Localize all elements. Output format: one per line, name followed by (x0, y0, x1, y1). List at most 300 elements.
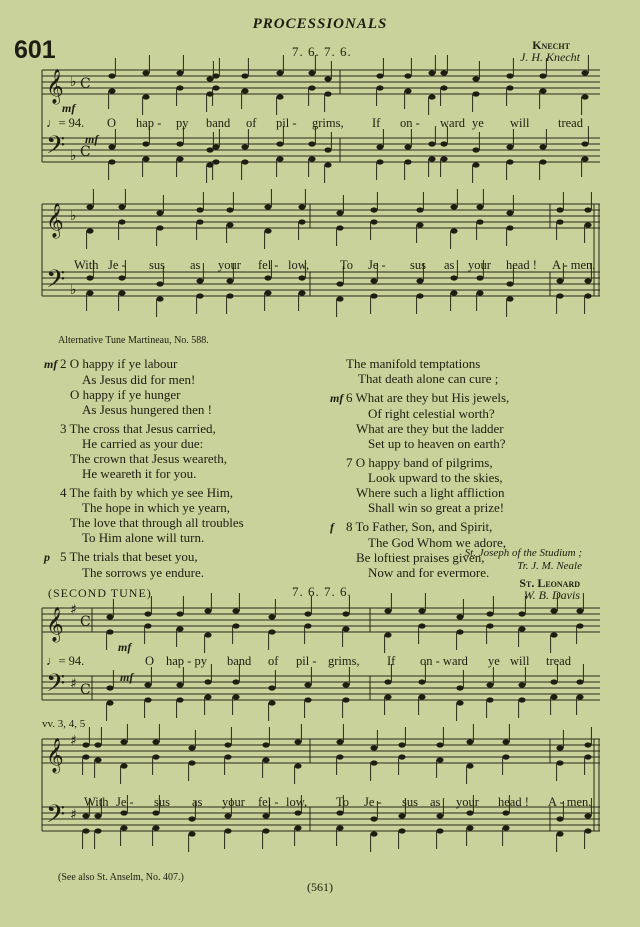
verse-text: What are they but the ladder (356, 421, 504, 436)
note-head (188, 760, 195, 765)
lyric-syllable: band (227, 654, 252, 668)
note-head (82, 813, 89, 818)
lyrics-line-2 (0, 258, 640, 274)
note-head (308, 156, 315, 161)
lyric-syllable: ward (440, 116, 465, 130)
bass-clef-icon: 𝄢 (46, 669, 66, 704)
note-head (556, 760, 563, 765)
note-head (262, 813, 269, 818)
sharp-icon: ♯ (70, 676, 77, 692)
note-head (336, 281, 343, 286)
note-head (212, 73, 219, 78)
common-time-icon: C (80, 682, 91, 698)
note-head (456, 614, 463, 619)
note-head (584, 207, 591, 212)
lyric-syllable: low, (288, 258, 310, 272)
note-head (142, 141, 149, 146)
note-head (376, 85, 383, 90)
note-head (418, 623, 425, 628)
note-head (376, 159, 383, 164)
note-head (108, 144, 115, 149)
note-head (581, 70, 588, 75)
tempo-marking-1: ♩= 94. (46, 116, 85, 130)
note-head (294, 763, 301, 768)
verse-text: The manifold temptations (346, 356, 481, 371)
note-head (82, 828, 89, 833)
lyric-syllable: of (268, 654, 279, 668)
note-head (502, 810, 509, 815)
note-head (440, 85, 447, 90)
note-head (506, 85, 513, 90)
verse-text: Now and for evermore. (368, 565, 490, 580)
note-head (226, 278, 233, 283)
alternative-tune-note: Alternative Tune Martineau, No. 588. (58, 335, 209, 346)
note-head (436, 757, 443, 762)
note-head (376, 73, 383, 78)
note-head (276, 70, 283, 75)
verse-line (346, 421, 509, 436)
note-head (142, 94, 149, 99)
note-head (298, 219, 305, 224)
note-head (308, 70, 315, 75)
lyric-syllable: If (387, 654, 396, 668)
lyric-syllable: head ! (498, 795, 529, 809)
note-head (176, 697, 183, 702)
note-head (450, 275, 457, 280)
note-head (152, 754, 159, 759)
verse-text: He carried as your due: (82, 436, 204, 451)
note-head (404, 73, 411, 78)
verse-text: The sorrows ye endure. (82, 565, 205, 580)
note-head (224, 813, 231, 818)
note-head (581, 141, 588, 146)
lyric-syllable: on - (400, 116, 420, 130)
note-head (556, 219, 563, 224)
verse-stanza (346, 356, 509, 386)
lyric-syllable: on - ward (420, 654, 468, 668)
treble-clef-icon: 𝄞 (46, 203, 64, 238)
verse-text: The love that through all troubles (70, 515, 244, 530)
note-head (232, 694, 239, 699)
note-head (264, 204, 271, 209)
verse-line (346, 371, 509, 386)
lyric-syllable: grims, (312, 116, 344, 130)
second-tune-meter: 7. 6. 7. 6. (292, 584, 352, 599)
note-head (232, 623, 239, 628)
note-head (304, 682, 311, 687)
note-head (556, 816, 563, 821)
lyric-syllable: as (192, 795, 203, 809)
verse-line (60, 436, 244, 451)
note-head (436, 742, 443, 747)
note-head (584, 293, 591, 298)
note-head (472, 91, 479, 96)
note-head (196, 278, 203, 283)
verse-text: The cross that Jesus carried, (69, 421, 216, 436)
note-head (241, 144, 248, 149)
note-head (224, 828, 231, 833)
verse-text: Look upward to the skies, (368, 470, 503, 485)
note-head (241, 88, 248, 93)
note-head (294, 825, 301, 830)
note-head (336, 810, 343, 815)
flat-icon: ♭ (70, 148, 77, 164)
note-head (486, 697, 493, 702)
note-head (324, 147, 331, 152)
note-head (336, 296, 343, 301)
note-head (502, 754, 509, 759)
note-head (144, 623, 151, 628)
note-head (324, 162, 331, 167)
lyric-syllable: Je - (364, 795, 382, 809)
lyric-syllable: fel - (258, 258, 279, 272)
verse-line (60, 500, 244, 515)
lyric-syllable: as (430, 795, 441, 809)
note-head (450, 204, 457, 209)
note-head (416, 293, 423, 298)
verse-line (60, 421, 244, 436)
page-number: (561) (307, 880, 333, 894)
note-head (196, 207, 203, 212)
note-head (176, 156, 183, 161)
verse-line (60, 466, 244, 481)
dynamic-mf-treble-2: mf (118, 640, 132, 654)
note-head (176, 70, 183, 75)
note-head (502, 739, 509, 744)
verse-line (346, 356, 509, 371)
note-head (204, 608, 211, 613)
note-head (120, 763, 127, 768)
treble-clef-icon: 𝄞 (46, 607, 64, 642)
verse-number: 7 (346, 455, 356, 470)
bass-clef-icon: 𝄢 (46, 131, 66, 166)
lyric-syllable: as (444, 258, 455, 272)
note-head (94, 813, 101, 818)
tempo-marking-2: ♩= 94. (46, 654, 85, 668)
note-head (450, 290, 457, 295)
note-head (226, 293, 233, 298)
note-head (308, 85, 315, 90)
note-head (506, 210, 513, 215)
note-head (584, 742, 591, 747)
note-head (152, 739, 159, 744)
verse-dynamic: mf (44, 357, 58, 371)
verse-number: 5 (60, 549, 70, 564)
note-head (370, 278, 377, 283)
verse-line (60, 565, 244, 580)
verse-line (346, 406, 509, 421)
lyric-syllable: O (107, 116, 117, 130)
note-head (556, 831, 563, 836)
lyric-syllable: py (176, 116, 189, 130)
note-head (342, 626, 349, 631)
note-head (188, 745, 195, 750)
note-head (584, 828, 591, 833)
note-head (241, 73, 248, 78)
note-head (428, 70, 435, 75)
verse-text: He weareth it for you. (82, 466, 197, 481)
note-head (86, 228, 93, 233)
lyric-syllable: tread (546, 654, 571, 668)
note-head (418, 694, 425, 699)
note-head (384, 608, 391, 613)
dynamic-mf-bass-2: mf (120, 670, 134, 684)
note-head (456, 700, 463, 705)
note-head (268, 685, 275, 690)
note-head (404, 159, 411, 164)
verse-text: The God Whom we adore, (368, 535, 507, 550)
lyric-syllable: sus (410, 258, 426, 272)
note-head (370, 831, 377, 836)
note-head (308, 141, 315, 146)
note-head (476, 275, 483, 280)
note-head (550, 679, 557, 684)
note-head (86, 290, 93, 295)
note-head (416, 207, 423, 212)
lyrics-line-4 (0, 795, 640, 811)
verse-text: O happy if ye labour (69, 356, 178, 371)
note-head (264, 275, 271, 280)
dynamic-mf-treble-1: mf (62, 101, 76, 115)
note-head (304, 623, 311, 628)
lyric-syllable: low, (286, 795, 308, 809)
note-head (152, 810, 159, 815)
verse-number: 6 (346, 390, 356, 405)
note-head (416, 222, 423, 227)
note-head (304, 697, 311, 702)
verse-text: O happy band of pilgrims, (355, 455, 493, 470)
first-tune-composer: J. H. Knecht (520, 50, 580, 64)
lyric-syllable: hap - (136, 116, 162, 130)
note-head (118, 290, 125, 295)
note-head (576, 694, 583, 699)
note-head (206, 147, 213, 152)
note-head (106, 614, 113, 619)
note-head (539, 144, 546, 149)
note-head (506, 296, 513, 301)
verse-text: The faith by which ye see Him, (69, 485, 234, 500)
verse-dynamic: f (330, 520, 334, 534)
note-head (518, 682, 525, 687)
lyric-syllable: will (510, 654, 530, 668)
verse-number: 2 (60, 356, 70, 371)
lyric-syllable: ye (472, 116, 484, 130)
verse-text: To Him alone will turn. (82, 530, 205, 545)
common-time-icon: C (80, 144, 91, 160)
note-head (370, 760, 377, 765)
bass-clef-icon: 𝄢 (46, 265, 66, 300)
note-head (556, 278, 563, 283)
note-head (156, 296, 163, 301)
note-head (436, 828, 443, 833)
note-head (556, 745, 563, 750)
dynamic-mf-bass-1: mf (85, 132, 99, 146)
note-head (476, 290, 483, 295)
note-head (456, 629, 463, 634)
verse-number: 3 (60, 421, 70, 436)
note-head (212, 85, 219, 90)
note-head (584, 222, 591, 227)
note-head (241, 159, 248, 164)
note-head (226, 207, 233, 212)
note-head (298, 290, 305, 295)
note-head (276, 94, 283, 99)
note-head (336, 825, 343, 830)
note-head (506, 144, 513, 149)
hymn-number: 601 (14, 36, 56, 64)
note-head (370, 293, 377, 298)
verse-note: vv. 3, 4, 5 (42, 718, 86, 730)
note-head (294, 810, 301, 815)
first-tune-meter: 7. 6. 7. 6. (292, 44, 352, 59)
second-tune-label: (SECOND TUNE) (48, 586, 152, 600)
note-head (262, 828, 269, 833)
verse-text: To Father, Son, and Spirit, (355, 519, 493, 534)
first-tune-name: Knecht (532, 38, 570, 52)
flat-icon: ♭ (70, 282, 77, 298)
lyric-syllable: pil - (296, 654, 317, 668)
note-head (188, 816, 195, 821)
note-head (120, 810, 127, 815)
note-head (94, 828, 101, 833)
verse-stanza (60, 485, 244, 545)
note-head (418, 608, 425, 613)
attribution-author: St. Joseph of the Studium ; (464, 547, 582, 559)
verse-line (60, 402, 244, 417)
verse-line (346, 565, 509, 580)
note-head (276, 156, 283, 161)
note-head (144, 611, 151, 616)
note-head (188, 831, 195, 836)
lyrics-line-1 (0, 116, 640, 132)
note-head (118, 219, 125, 224)
verse-text: As Jesus did for men! (82, 372, 196, 387)
lyric-syllable: A - men. (548, 795, 592, 809)
note-head (428, 94, 435, 99)
note-head (384, 679, 391, 684)
note-head (206, 76, 213, 81)
note-head (416, 278, 423, 283)
verse-stanza (60, 421, 244, 481)
note-head (384, 694, 391, 699)
note-head (398, 828, 405, 833)
sharp-icon: ♯ (70, 602, 77, 618)
lyric-syllable: hap - py (166, 654, 207, 668)
note-head (226, 222, 233, 227)
note-head (539, 88, 546, 93)
lyric-syllable: Je - (368, 258, 386, 272)
verses-left-column (44, 356, 244, 584)
note-head (550, 694, 557, 699)
sharp-icon: ♯ (70, 733, 77, 749)
note-head (584, 278, 591, 283)
verse-line (330, 390, 510, 406)
note-head (556, 293, 563, 298)
flat-icon: ♭ (70, 208, 77, 224)
note-head (518, 611, 525, 616)
verse-line (60, 387, 244, 402)
note-head (108, 73, 115, 78)
note-head (506, 281, 513, 286)
lyric-syllable: If (372, 116, 381, 130)
lyric-syllable: your (218, 258, 241, 272)
note-head (232, 608, 239, 613)
verse-text: That death alone can cure ; (358, 371, 499, 386)
note-head (404, 144, 411, 149)
note-head (556, 207, 563, 212)
page-header: PROCESSIONALS (252, 16, 388, 32)
note-head (581, 156, 588, 161)
note-head (224, 754, 231, 759)
note-head (472, 76, 479, 81)
lyric-syllable: With (84, 795, 109, 809)
note-head (486, 682, 493, 687)
verse-stanza (44, 356, 244, 417)
bass-clef-icon: 𝄢 (46, 800, 66, 835)
lyric-syllable: ye (488, 654, 500, 668)
note-head (428, 156, 435, 161)
verse-text: O happy if ye hunger (70, 387, 181, 402)
note-head (476, 204, 483, 209)
note-head (86, 275, 93, 280)
lyric-syllable: tread (558, 116, 583, 130)
note-head (370, 816, 377, 821)
note-head (472, 147, 479, 152)
note-head (502, 825, 509, 830)
verse-stanza (44, 549, 244, 580)
lyric-syllable: fel - (258, 795, 279, 809)
note-head (466, 825, 473, 830)
verse-text: As Jesus hungered then ! (82, 402, 212, 417)
verse-dynamic: mf (330, 391, 344, 405)
note-head (581, 94, 588, 99)
note-head (584, 754, 591, 759)
note-head (576, 608, 583, 613)
note-head (342, 682, 349, 687)
note-head (142, 156, 149, 161)
note-head (176, 85, 183, 90)
verse-line (346, 500, 509, 515)
second-tune-name: St. Leonard (519, 576, 580, 590)
verse-text: Set up to heaven on earth? (368, 436, 506, 451)
lyric-syllable: Je - (108, 258, 126, 272)
verse-line (44, 549, 244, 565)
note-head (304, 611, 311, 616)
note-head (106, 700, 113, 705)
note-head (539, 73, 546, 78)
attribution-translator: Tr. J. M. Neale (517, 560, 582, 572)
note-head (204, 694, 211, 699)
note-head (539, 159, 546, 164)
lyric-syllable: your (456, 795, 479, 809)
note-head (142, 70, 149, 75)
verse-text: The hope in which ye yearn, (82, 500, 231, 515)
lyric-syllable: A - men. (552, 258, 596, 272)
note-head (156, 281, 163, 286)
lyric-syllable: of (246, 116, 257, 130)
note-head (576, 623, 583, 628)
note-head (486, 623, 493, 628)
note-head (294, 739, 301, 744)
verse-line (346, 436, 509, 451)
note-head (440, 70, 447, 75)
lyric-syllable: pil - (276, 116, 297, 130)
lyric-syllable: will (510, 116, 530, 130)
lyric-syllable: grims, (328, 654, 360, 668)
note-head (156, 210, 163, 215)
note-head (436, 813, 443, 818)
verse-line (44, 356, 244, 372)
